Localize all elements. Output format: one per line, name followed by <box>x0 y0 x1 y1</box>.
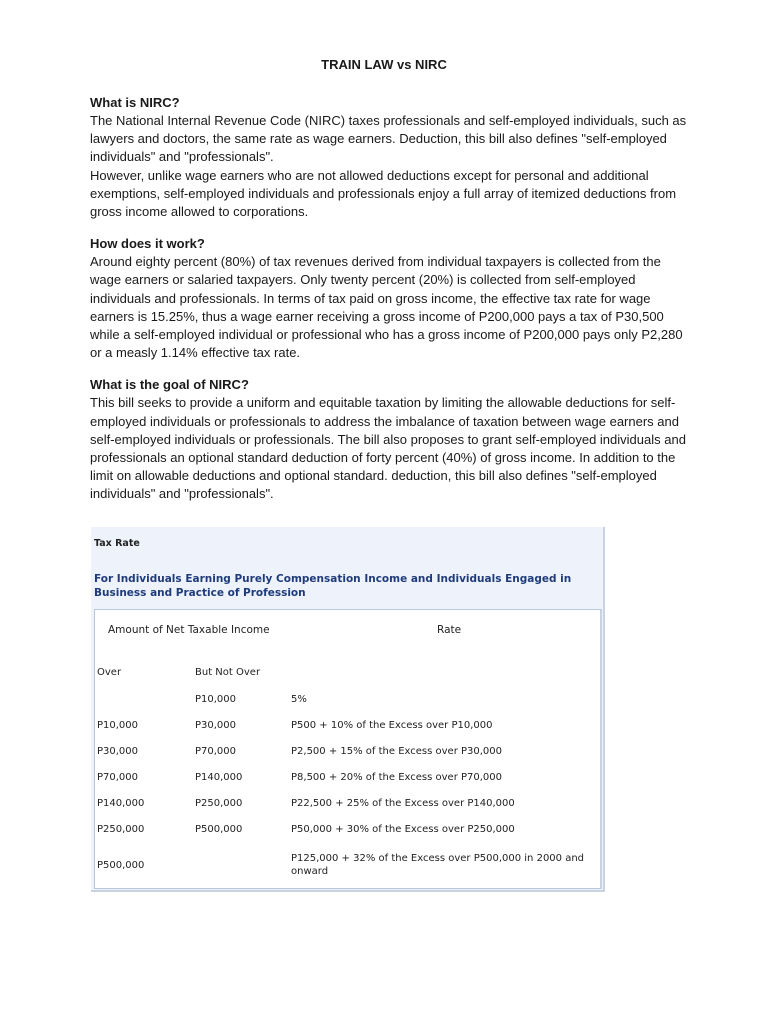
table-cell-rate: P22,500 + 25% of the Excess over P140,000 <box>291 798 515 809</box>
table-cell-not-over: P500,000 <box>195 824 243 835</box>
table-cell-not-over: P30,000 <box>195 720 237 731</box>
table-cell-rate: P500 + 10% of the Excess over P10,000 <box>291 720 493 731</box>
tax-table-subtitle: For Individuals Earning Purely Compensation Income and Individuals Engaged in Business and Practice of Profession <box>94 573 572 599</box>
table-cell-not-over: P250,000 <box>195 798 243 809</box>
section-how-does-it-work <box>90 235 690 362</box>
table-cell-rate: P125,000 + 32% of the Excess over P500,000 in 2000 and onward <box>291 853 585 877</box>
table-cell-over: P10,000 <box>97 720 139 731</box>
header-net-taxable-income: Amount of Net Taxable Income <box>108 624 270 636</box>
table-cell-over: P140,000 <box>97 798 145 809</box>
table-cell-over: P250,000 <box>97 824 145 835</box>
paragraph: Around eighty percent (80%) of tax revenues derived from individual taxpayers is collected from the wage earners or salaried taxpayers. Only twenty percent (20%) is collected from self-employed individuals and professionals. In terms of tax paid on gross income, the effective tax rate for wage earners is 15.25%, thus a wage earner receiving a gross income of P200,000 pays a tax of P30,500 while a self-employed individual or professional who has a gross income of P200,000 pays only P2,280 or a measly 1.14% effective tax rate. <box>90 254 683 361</box>
tax-rate-table-image <box>91 527 605 892</box>
header-over: Over <box>97 667 122 678</box>
section-heading: How does it work? <box>90 236 205 252</box>
section-heading: What is the goal of NIRC? <box>90 377 249 393</box>
table-cell-not-over: P70,000 <box>195 746 237 757</box>
page-title: TRAIN LAW vs NIRC <box>321 57 447 72</box>
table-cell-rate: P2,500 + 15% of the Excess over P30,000 <box>291 746 503 757</box>
paragraph: However, unlike wage earners who are not allowed deductions except for personal and additional exemptions, self-employed individuals and professionals enjoy a full array of itemized deductions from gross income allowed to corporations. <box>90 167 677 220</box>
table-cell-over: P30,000 <box>97 746 139 757</box>
paragraph: The National Internal Revenue Code (NIRC) taxes professionals and self-employed individuals, such as lawyers and doctors, the same rate as wage earners. Deduction, this bill also defines "self-employed individuals" and "professionals". <box>90 113 687 165</box>
table-cell-rate: P8,500 + 20% of the Excess over P70,000 <box>291 772 503 783</box>
section-heading: What is NIRC? <box>90 95 180 110</box>
section-goal-of-nirc <box>90 376 690 503</box>
table-cell-rate: P50,000 + 30% of the Excess over P250,000 <box>291 824 515 835</box>
table-cell-not-over: P10,000 <box>195 694 237 705</box>
paragraph: This bill seeks to provide a uniform and equitable taxation by limiting the allowable deductions for self-employed individuals or professionals to address the imbalance of taxation between wage earners and self-employed individuals or professionals. The bill also proposes to grant self-employed individuals and professionals an optional standard deduction of forty percent (40%) of gross income. In addition to the limit on allowable deductions and optional standard. deduction, this bill also defines "self-employed individuals" and "professionals". <box>90 395 686 502</box>
table-cell-not-over: P140,000 <box>195 772 243 783</box>
header-but-not-over: But Not Over <box>195 667 261 678</box>
document-body <box>90 94 690 518</box>
tax-table <box>94 609 602 889</box>
tax-rate-label: Tax Rate <box>94 538 140 549</box>
table-cell-rate: 5% <box>291 694 307 705</box>
table-cell-over: P70,000 <box>97 772 139 783</box>
table-cell-over: P500,000 <box>97 860 145 871</box>
section-what-is-nirc <box>90 94 690 221</box>
header-rate: Rate <box>437 624 462 636</box>
